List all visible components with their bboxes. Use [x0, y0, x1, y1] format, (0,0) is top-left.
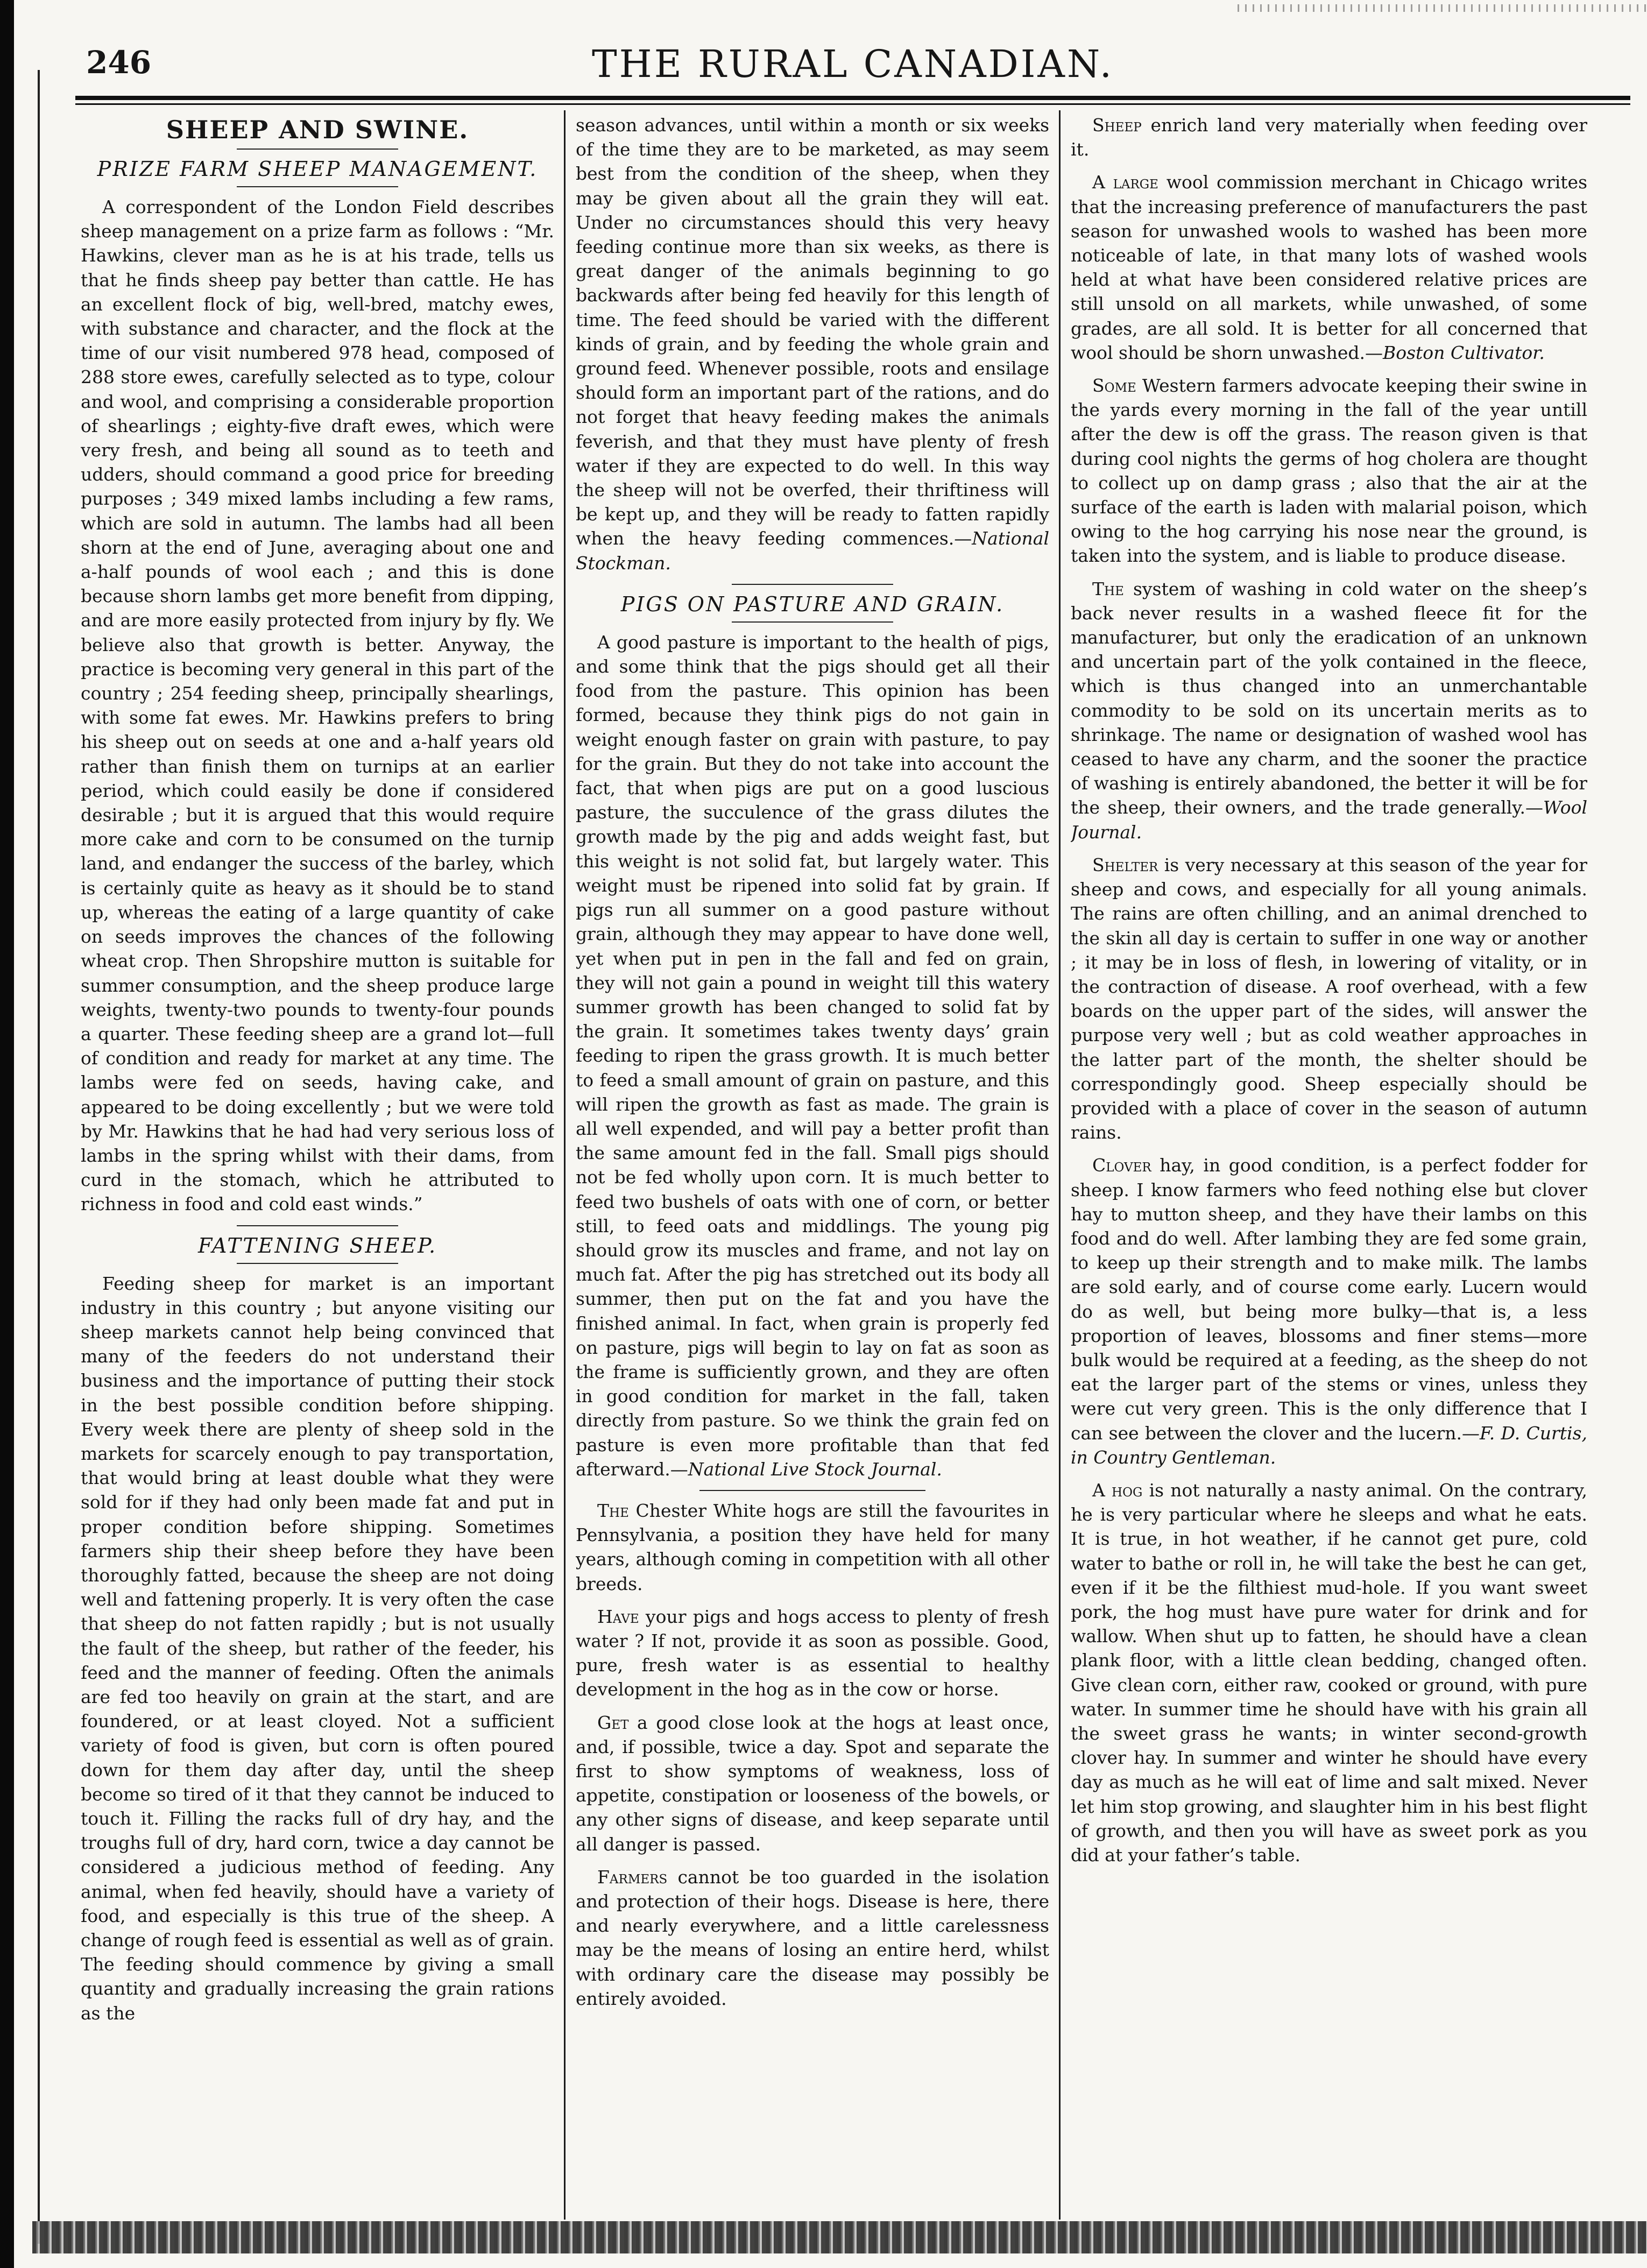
note-text: Chester White hogs are still the favourites in Pennsylvania, a position they have held for many years, although coming in competition with all other breeds.	[576, 1500, 1049, 1594]
article-title-pigs-on-pasture: PIGS ON PASTURE AND GRAIN.	[620, 592, 1005, 616]
article-body-pigs-on-pasture	[576, 630, 1049, 1481]
note-text: is not naturally a nasty animal. On the contrary, he is very particular where he sleeps and what he eats. It is true, in hot weather, if he cannot get pure, cold water to bathe or roll in, he will take the best he can get, even if it be the filthiest mud-hole. If you want sweet pork, the hog must have pure water for drink and for wallow. When shut up to fatten, he should have a clean plank floor, with a little clean bedding, changed often. Give clean corn, either raw, cooked or ground, with pure water. In summer time he should have with his grain all the sweet grass he wants; in winter second-growth clover hay. In summer and winter he should have every day as much as he will eat of lime and salt mixed. Never let him stop growing, and slaughter him in his best flight of growth, and then you will have as sweet pork as you did at your father’s table.	[1071, 1479, 1587, 1866]
note-clover-hay	[1071, 1153, 1587, 1469]
article-body-prize-farm: A correspondent of the London Field describes sheep management on a prize farm as follows : “Mr. Hawkins, clever man as he is at his trade, tells us that he finds sheep pay better than cattle. He has an excellent flock of big, well-bred, matchy ewes, with substance and character, and the flock at the time of our visit numbered 978 head, composed of 288 store ewes, carefully selected as to type, colour and wool, and comprising a considerable proportion of shearlings ; eighty-five draft ewes, which were very fresh, and being all sound as to teeth and udders, should command a good price for breeding purposes ; 349 mixed lambs including a few rams, which are sold in autumn. The lambs had all been shorn at the end of June, averaging about one and a-half pounds of wool each ; and this is done because shorn lambs get more benefit from dipping, and are more easily protected from injury by fly. We believe also that growth is better. Anyway, the practice is becoming very general in this part of the country ; 254 feeding sheep, principally shearlings, with some fat ewes. Mr. Hawkins prefers to bring his sheep out on seeds at one and a-half years old rather than finish them on turnips at an earlier period, which could easily be done if considered desirable ; but it is argued that this would require more cake and corn to be consumed on the turnip land, and endanger the success of the barley, which is certainly quite as heavy as it should be to stand up, whereas the eating of a large quantity of cake on seeds improves the chances of the following wheat crop. Then Shropshire mutton is suitable for summer consumption, and the sheep produce large weights, twenty-two pounds to twenty-four pounds a quarter. These feeding sheep are a grand lot—full of condition and ready for market at any time. The lambs were fed on seeds, having cake, and appeared to be doing excellently ; but we were told by Mr. Hawkins that he had had very serious loss of lambs in the spring whilst with their dams, from curd in the stomach, which he attributed to richness in food and cold east winds.”	[81, 196, 554, 1215]
article-rule	[732, 621, 893, 623]
note-text: wool commission merchant in Chicago writes that the increasing preference of manufacturers the past season for unwashed wools to washed has been more noticeable of late, in that many lots of washed wools held at what have been considered relative prices are still unsold on all markets, while unwashed, of some grades, are all sold. It is better for all concerned that wool should be shorn unwashed.—	[1071, 172, 1587, 363]
column-separator-1	[564, 110, 566, 2220]
note-lead: Have	[597, 1606, 639, 1627]
section-rule	[237, 149, 398, 150]
note-text: system of washing in cold water on the sheep’s back never results in a washed fleece fit for the manufacturer, but only the eradication of an unknown and uncertain part of the yolk contained in the fleece, which is thus changed into an unmerchantable commodity to be sold on its uncertain merits as to shrinkage. The name or designation of washed wool has ceased to have any charm, and the sooner the practice of washing is entirely abandoned, the better it will be for the sheep, their owners, and the trade generally.—	[1071, 578, 1587, 818]
article-rule	[732, 584, 893, 585]
source-credit: F. D. Curtis, in Country Gentleman.	[1071, 1422, 1587, 1468]
note-lead: Clover	[1092, 1155, 1151, 1176]
masthead-title: THE RURAL CANADIAN.	[591, 42, 1114, 86]
source-credit: Boston Cultivator.	[1382, 342, 1545, 363]
article-rule	[699, 1490, 925, 1491]
article-title-prize-farm: PRIZE FARM SHEEP MANAGEMENT.	[97, 157, 538, 181]
left-binding-edge	[0, 0, 14, 2268]
article-body-fattening-sheep-continued	[576, 113, 1049, 575]
header-rule-thin	[75, 103, 1630, 105]
note-sheep-enrich	[1071, 113, 1587, 161]
note-text: cannot be too guarded in the isolation and protection of their hogs. Disease is here, there and nearly everywhere, and a little carelessness may be the means of losing an entire herd, whilst with ordinary care the disease may possibly be entirely avoided.	[576, 1866, 1049, 2009]
bottom-edge-print-noise	[32, 2221, 1646, 2253]
column-3	[1071, 113, 1587, 2217]
note-lead: A large	[1092, 172, 1158, 193]
article-rule	[237, 1225, 398, 1226]
page-header	[75, 38, 1630, 97]
column-separator-2	[1059, 110, 1061, 2220]
note-text: enrich land very materially when feeding over it.	[1071, 115, 1587, 160]
article-rule	[237, 1263, 398, 1264]
note-fresh-water	[576, 1605, 1049, 1702]
note-wool-merchant	[1071, 170, 1587, 365]
note-washing-wool	[1071, 577, 1587, 844]
note-text: a good close look at the hogs at least once, and, if possible, twice a day. Spot and separate the first to show symptoms of weakness, loss of appetite, constipation or looseness of the bowels, or any other signs of disease, and keep separate until all danger is passed.	[576, 1712, 1049, 1855]
section-title: SHEEP AND SWINE.	[166, 115, 469, 144]
note-lead: Get	[597, 1712, 629, 1733]
note-shelter	[1071, 853, 1587, 1144]
note-text: is very necessary at this season of the year for sheep and cows, and especially for all young animals. The rains are often chilling, and an animal drenched to the skin all day is certain to suffer in one way or another ; it may be in loss of flesh, in lowering of vitality, or in the contraction of disease. A roof overhead, with a few boards on the upper part of the sides, will answer the purpose very well ; but as cold weather approaches in the latter part of the month, the shelter should be correspondingly good. Sheep especially should be provided with a place of cover in the season of autumn rains.	[1071, 854, 1587, 1143]
continued-text: season advances, until within a month or six weeks of the time they are to be marketed, as may seem best from the condition of the sheep, when they may be given about all the grain they will eat. Under no circumstances should this very heavy feeding continue more than six weeks, as there is great danger of the animals beginning to go backwards after being fed heavily for this length of time. The feed should be varied with the different kinds of grain, and by feeding the whole grain and ground feed. Whenever possible, roots and ensilage should form an important part of the rations, and do not forget that heavy feeding makes the animals feverish, and that they must have plenty of fresh water if they are expected to do well. In this way the sheep will not be overfed, their thriftiness will be kept up, and they will be ready to fatten rapidly when the heavy feeding commences.—	[576, 115, 1049, 549]
column-1	[81, 113, 554, 2217]
note-lead: The	[597, 1500, 629, 1521]
article-text: A good pasture is important to the health of pigs, and some think that the pigs should get all their food from the pasture. This opinion has been formed, because they think pigs do not gain in weight enough faster on grain with pasture, to pay for the grain. But they do not take into account the fact, that when pigs are put on a good luscious pasture, the succulence of the grass dilutes the growth made by the pig and adds weight fast, but this weight is not solid fat, but largely water. This weight must be ripened into solid fat by grain. If pigs run all summer on a good pasture without grain, although they may appear to have done well, yet when put in pen in the fall and fed on grain, they will not gain a pound in weight till this watery summer growth has been changed to solid fat by the grain. It sometimes takes twenty days’ grain feeding to ripen the grass growth. It is much better to feed a small amount of grain on pasture, and this will ripen the growth as fast as made. The grain is all well expended, and will pay a better profit than the same amount fed in the fall. Small pigs should not be fed wholly upon corn. It is much better to feed two bushels of oats with one of corn, or better still, to feed oats and middlings. The young pig should grow its muscles and frame, and not lay on much fat. After the pig has stretched out its body all summer, then put on the fat and you have the finished animal. In fact, when grain is properly fed on pasture, pigs will begin to lay on fat as soon as the frame is sufficiently grown, and they are often in good condition for market in the fall, taken directly from pasture. So we think the grain fed on pasture is even more profitable than that fed afterward.—	[576, 631, 1049, 1480]
note-lead: Farmers	[597, 1866, 668, 1888]
note-text: your pigs and hogs access to plenty of fresh water ? If not, provide it as soon as possible. Good, pure, fresh water is as essential to healthy development in the hog as in the cow or horse.	[576, 1606, 1049, 1700]
note-lead: Sheep	[1092, 115, 1142, 136]
page-number: 246	[86, 44, 152, 81]
column-2	[576, 113, 1049, 2217]
source-credit: National Stockman.	[576, 528, 1049, 574]
left-margin-rule	[38, 70, 40, 2244]
top-edge-dots	[1238, 4, 1646, 12]
article-body-fattening-sheep: Feeding sheep for market is an important industry in this country ; but anyone visiting our sheep markets cannot help being convinced that many of the feeders do not understand their business and the importance of putting their stock in the best possible condition before shipping. Every week there are plenty of sheep sold in the markets for scarcely enough to pay transportation, that would bring at least double what they were sold for if they had only been made fat and put in proper condition before shipping. Sometimes farmers ship their sheep before they have been thoroughly fatted, because the sheep are not doing well and fattening properly. It is very often the case that sheep do not fatten rapidly ; but is not usually the fault of the sheep, but rather of the feeder, his feed and the manner of feeding. Often the animals are fed too heavily on grain at the start, and are foundered, or at least cloyed. Not a sufficient variety of food is given, but corn is often poured down for them day after day, until the sheep become so tired of it that they cannot be induced to touch it. Filling the racks full of dry hay, and the troughs full of dry, hard corn, twice a day cannot be considered a judicious method of feeding. Any animal, when fed heavily, should have a variety of food, and especially is this true of the sheep. A change of rough feed is essential as well as of grain. The feeding should commence by giving a small quantity and gradually increasing the grain rations as the	[81, 1273, 554, 2024]
article-title-fattening-sheep: FATTENING SHEEP.	[197, 1233, 437, 1257]
note-text: hay, in good condition, is a perfect fodder for sheep. I know farmers who feed nothing else but clover hay to mutton sheep, and they have their lambs on this food and do well. After lambing they are fed some grain, to keep up their strength and to make milk. The lambs are sold early, and of course come early. Lucern would do as well, but being more bulky—that is, a less proportion of leaves, blossoms and finer stems—more bulk would be required at a feeding, as the sheep do not eat the larger part of the stems or vines, unless they were cut very green. This is the only difference that I can see between the clover and the lucern.—	[1071, 1155, 1587, 1444]
article-rule	[237, 186, 398, 187]
note-lead: The	[1092, 578, 1124, 599]
note-hog-not-nasty	[1071, 1478, 1587, 1867]
note-chester-white	[576, 1499, 1049, 1596]
source-credit: Wool Journal.	[1071, 797, 1587, 843]
note-text: Western farmers advocate keeping their swine in the yards every morning in the fall of the year untill after the dew is off the grass. The reason given is that during cool nights the germs of hog cholera are thought to collect up on damp grass ; also that the air at the surface of the earth is laden with malarial poison, which owing to the hog carrying his nose near the ground, is taken into the system, and is liable to produce disease.	[1071, 375, 1587, 567]
header-rule-thick	[75, 96, 1630, 100]
note-lead: Shelter	[1092, 854, 1158, 875]
note-isolation	[576, 1865, 1049, 2011]
note-lead: Some	[1092, 375, 1136, 397]
note-lead: A hog	[1092, 1479, 1143, 1501]
note-close-look	[576, 1711, 1049, 1856]
note-swine-yards	[1071, 373, 1587, 568]
source-credit: National Live Stock Journal.	[688, 1458, 942, 1480]
